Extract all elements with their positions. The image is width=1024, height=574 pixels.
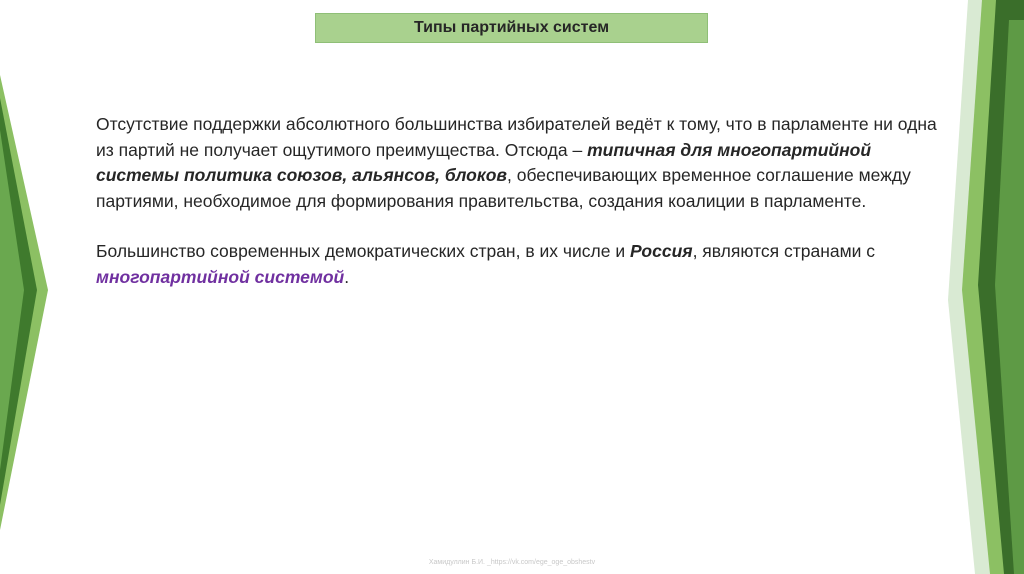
slide-title: Типы партийных систем	[413, 19, 610, 36]
slide-title-box	[315, 13, 708, 43]
paragraph-2-text-c: .	[344, 266, 350, 287]
slide-body	[96, 112, 946, 290]
paragraph-russia	[96, 239, 946, 290]
paragraph-2-country: Россия	[629, 241, 693, 261]
paragraph-2-text-b: , являются странами с	[692, 241, 876, 261]
paragraph-coalitions	[96, 112, 946, 214]
footer-credit: Хамидуллин Б.И. _https://vk.com/ege_oge_obshestv	[428, 559, 596, 566]
paragraph-1-emphasis: типичная для многопартийной системы политика союзов, альянсов, блоков	[96, 139, 872, 185]
paragraph-2-system: многопартийной системой	[96, 266, 345, 287]
paragraph-1-text-b: , обеспечивающих временное соглашение между партиями, необходимое для формирования правительства, создания коалиции в парламенте.	[96, 165, 911, 211]
paragraph-2-text-a: Большинство современных демократических стран, в их числе и	[96, 241, 630, 261]
paragraph-1-text-a: Отсутствие поддержки абсолютного большинства избирателей ведёт к тому, что в парламенте ни одна из партий не получает ощутимого преимущества. Отсюда –	[96, 114, 937, 160]
